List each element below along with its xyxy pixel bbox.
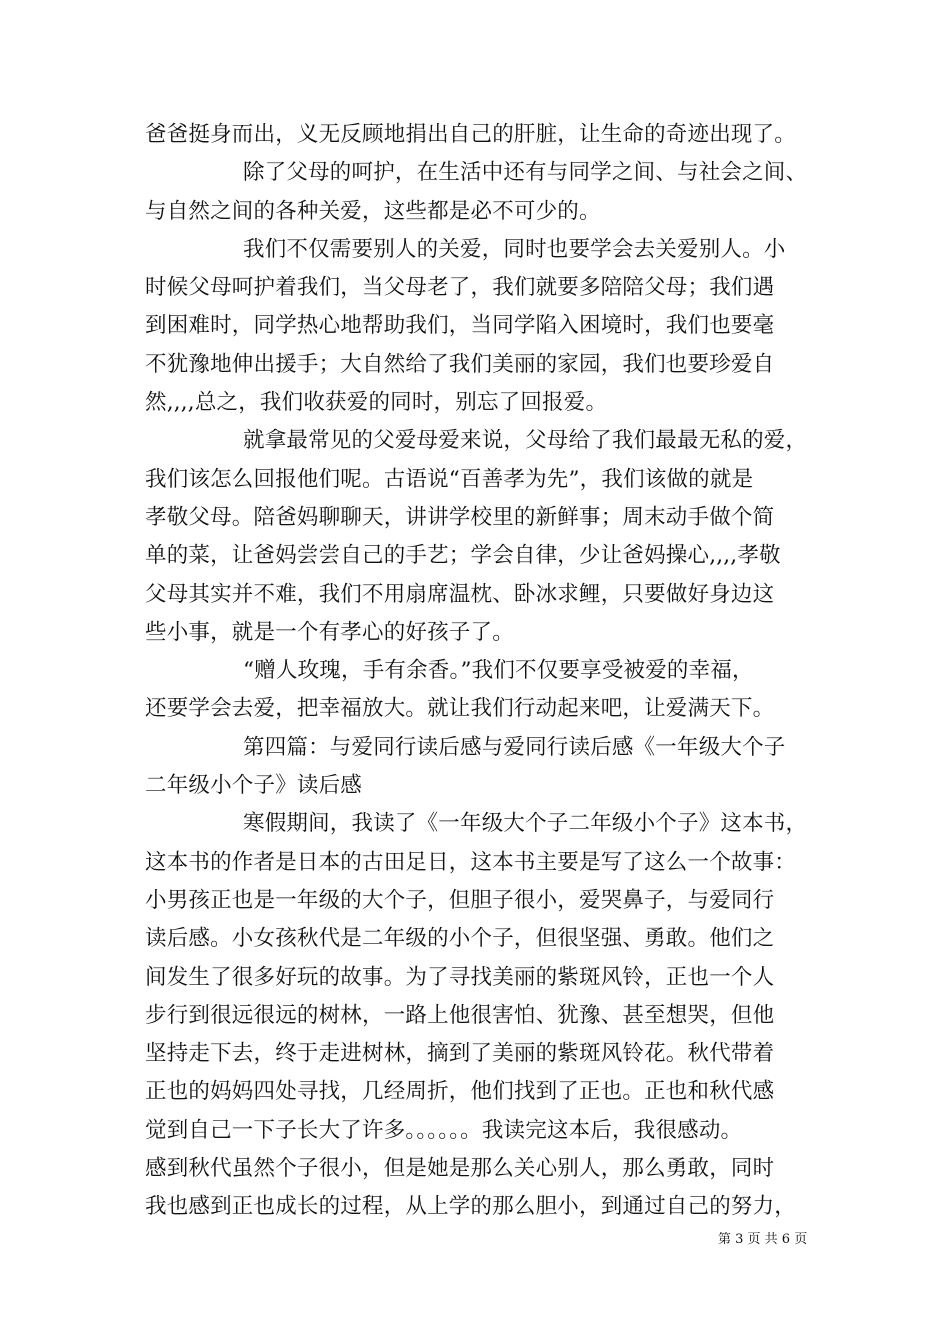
text-line: 除了父母的呵护，在生活中还有与同学之间、与社会之间、 [243,160,808,186]
text-line: 不犹豫地伸出援手；大自然给了我们美丽的家园，我们也要珍爱自 [145,351,775,377]
text-line: 我们该怎么回报他们呢。古语说“百善孝为先”，我们该做的就是 [145,466,754,492]
text-line: 然,,,,总之，我们收获爱的同时，别忘了回报爱。 [145,390,608,416]
text-line: 我们不仅需要别人的关爱，同时也要学会去关爱别人。小 [243,236,786,262]
text-line: 爸爸挺身而出，义无反顾地捐出自己的肝脏，让生命的奇迹出现了。 [145,122,797,147]
text-line: 正也的妈妈四处寻找，几经周折，他们找到了正也。正也和秋代感 [145,1079,775,1105]
text-line: 寒假期间，我读了《一年级大个子二年级小个子》这本书， [243,811,808,837]
text-line: 感到秋代虽然个子很小，但是她是那么关心别人，那么勇敢，同时 [145,1156,775,1182]
text-line: 些小事，就是一个有孝心的好孩子了。 [145,619,514,645]
text-line: 我也感到正也成长的过程，从上学的那么胆小，到通过自己的努力， [145,1194,797,1220]
text-line: 这本书的作者是日本的古田足日，这本书主要是写了这么一个故事： [145,849,797,875]
text-line: 到困难时，同学热心地帮助我们，当同学陷入困境时，我们也要毫 [145,313,775,339]
section-heading: 第四篇：与爱同行读后感与爱同行读后感《一年级大个子 [243,734,786,760]
text-line: 读后感。小女孩秋代是二年级的小个子，但很坚强、勇敢。他们之 [145,926,775,952]
text-line: 单的菜，让爸妈尝尝自己的手艺；学会自律，少让爸妈操心,,,,孝敬 [145,543,781,569]
page-number-footer: 第 3 页 共 6 页 [718,1232,808,1247]
text-line: 孝敬父母。陪爸妈聊聊天，讲讲学校里的新鲜事；周末动手做个简 [145,504,775,530]
text-line: 与自然之间的各种关爱，这些都是必不可少的。 [145,198,601,224]
text-line: 小男孩正也是一年级的大个子，但胆子很小，爱哭鼻子，与爱同行 [145,887,775,913]
text-line: 坚持走下去，终于走进树林，摘到了美丽的紫斑风铃花。秋代带着 [145,1041,775,1067]
text-line: 时候父母呵护着我们，当父母老了，我们就要多陪陪父母；我们遇 [145,275,775,301]
text-line: “赠人玫瑰，手有余香。”我们不仅要享受被爱的幸福， [243,658,754,684]
text-line: 就拿最常见的父爱母爱来说，父母给了我们最最无私的爱， [243,428,808,454]
text-line: 还要学会去爱，把幸福放大。就让我们行动起来吧，让爱满天下。 [145,696,775,722]
text-line: 父母其实并不难，我们不用扇席温枕、卧冰求鲤，只要做好身边这 [145,581,775,607]
text-line: 步行到很远很远的树林，一路上他很害怕、犹豫、甚至想哭，但他 [145,1002,775,1028]
body-text [145,116,825,1227]
text-line: 间发生了很多好玩的故事。为了寻找美丽的紫斑风铃，正也一个人 [145,964,775,990]
section-heading: 二年级小个子》读后感 [145,773,363,799]
text-line: 觉到自己一下子长大了许多。。。。。。我读完这本后，我很感动。 [145,1117,743,1143]
